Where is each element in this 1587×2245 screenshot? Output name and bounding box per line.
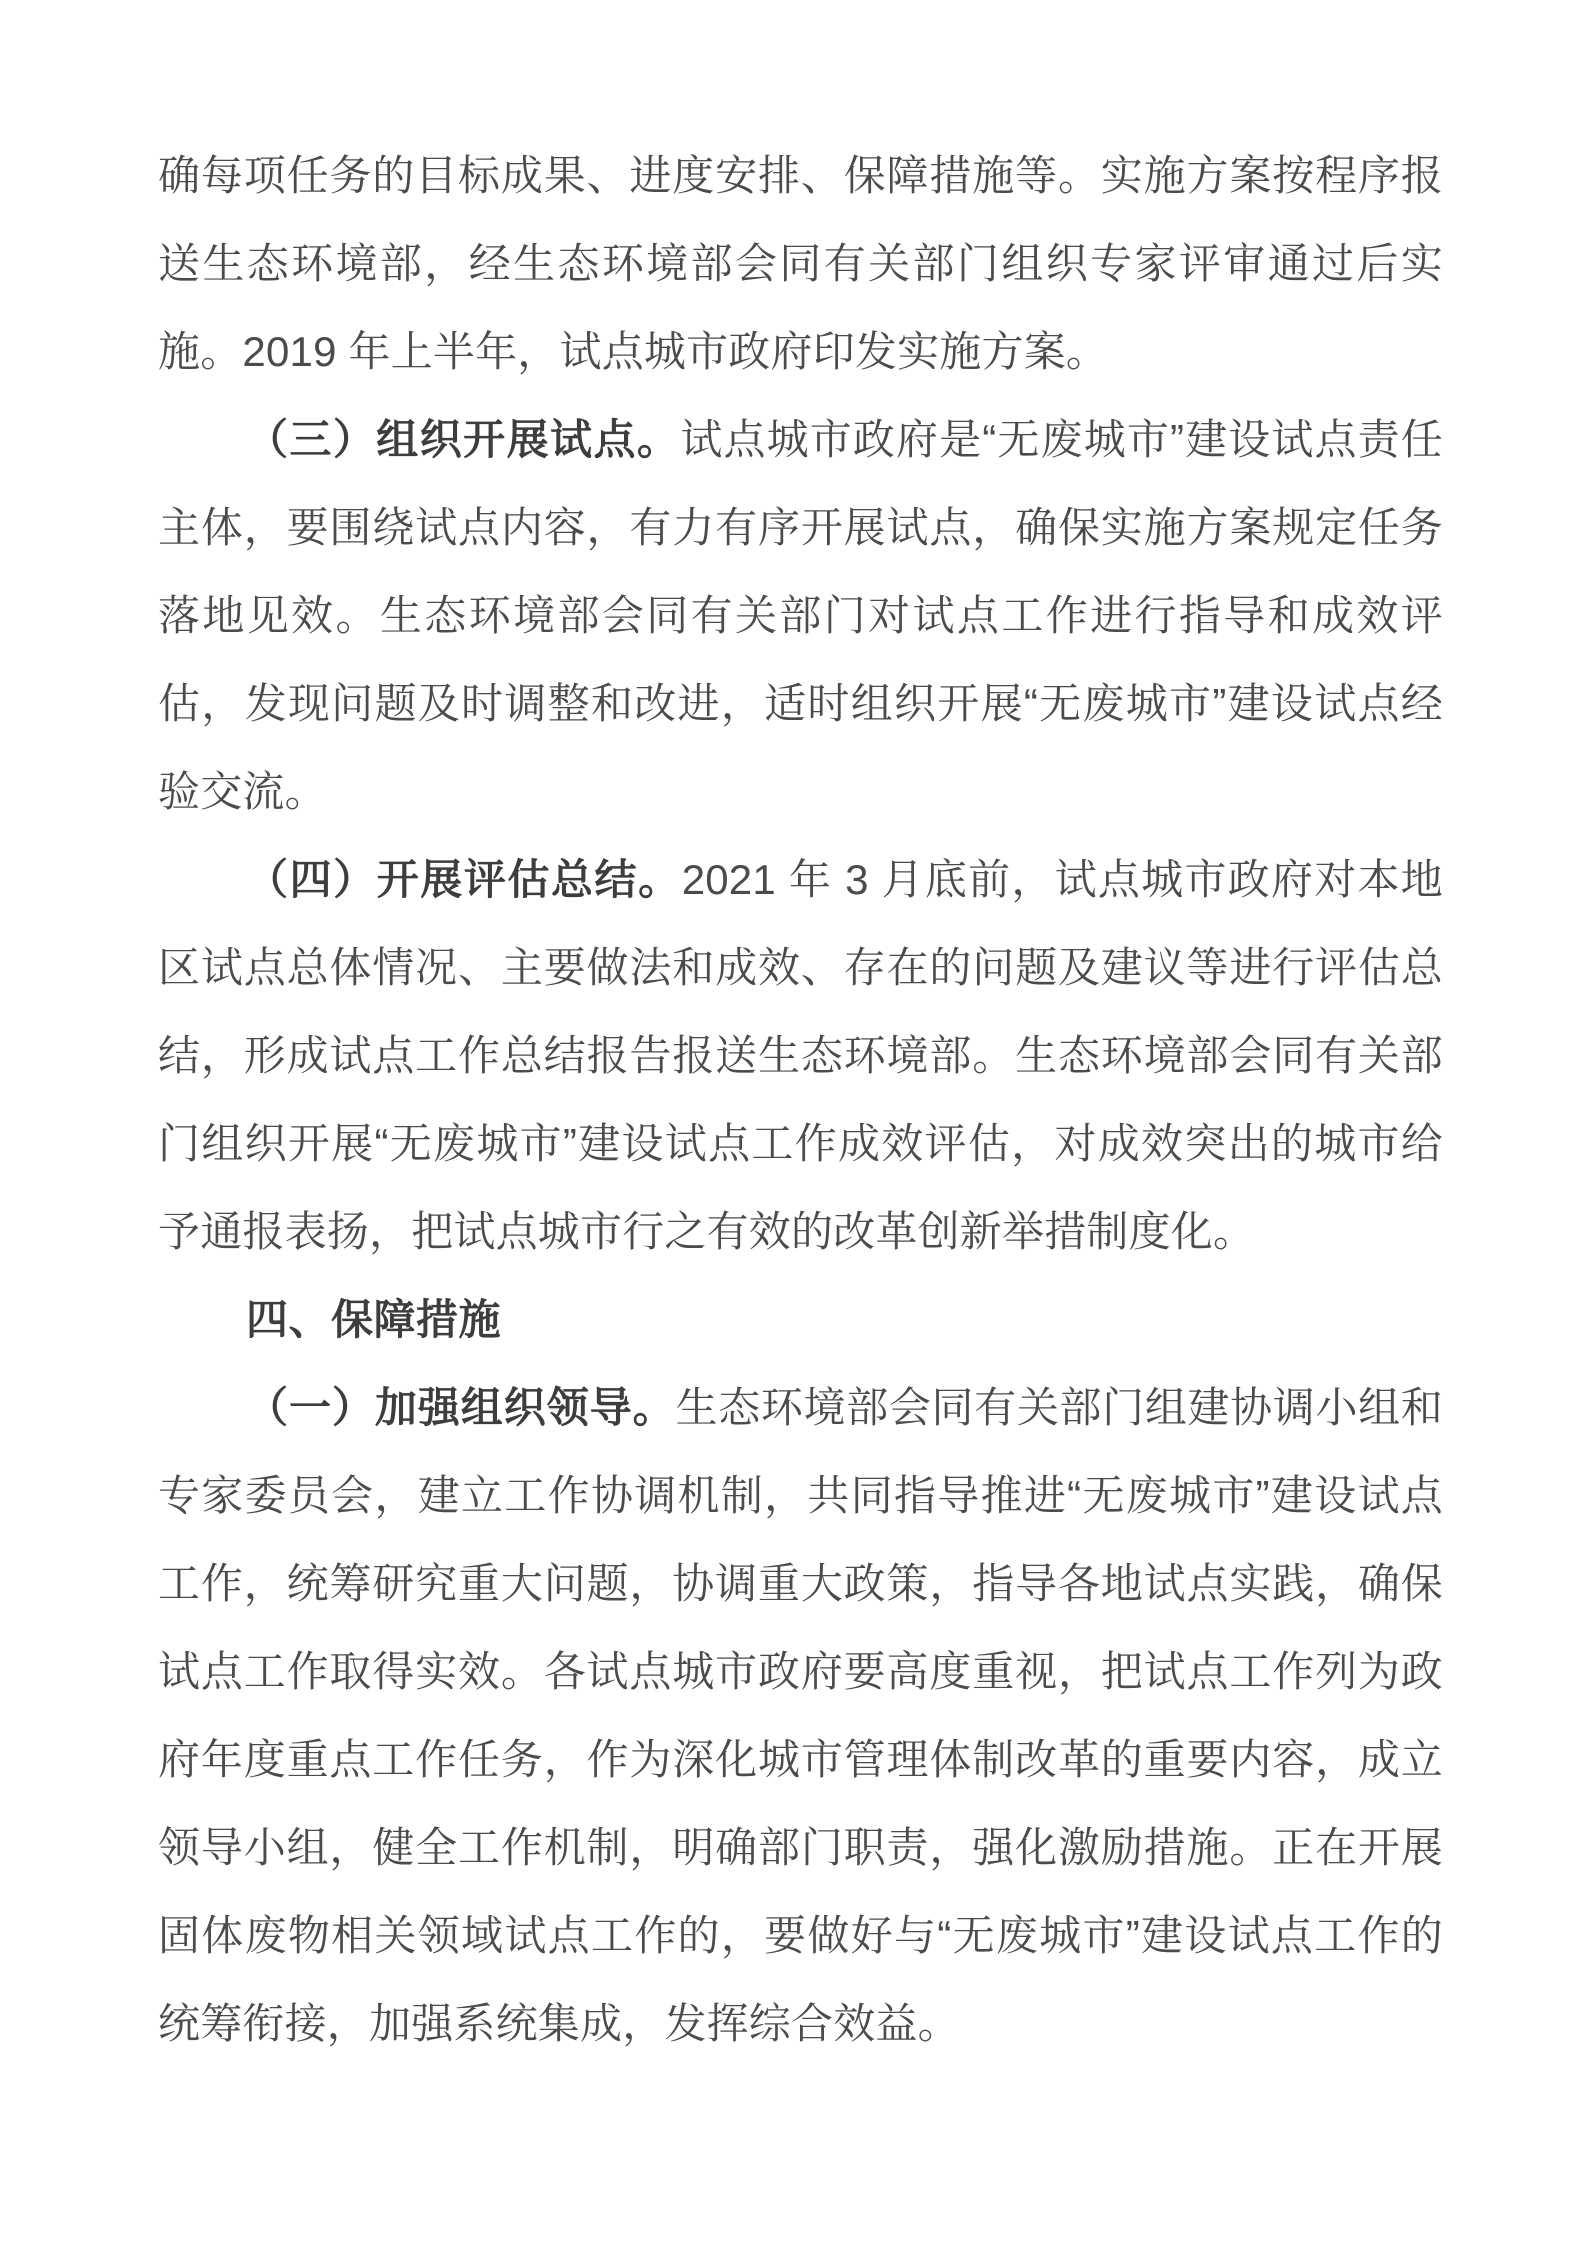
measure-one-body: 生态环境部会同有关部门组建协调小组和专家委员会，建立工作协调机制，共同指导推进“无废城市”建设试点工作，统筹研究重大问题，协调重大政策，指导各地试点实践，确保试点工作取得实效。各试点城市政府要高度重视，把试点工作列为政府年度重点工作任务，作为深化城市管理体制改革的重要内容，成立领导小组，健全工作机制，明确部门职责，强化激励措施。正在开展固体废物相关领域试点工作的，要做好与“无废城市”建设试点工作的统筹衔接，加强系统集成，发挥综合效益。 [158, 1384, 1443, 2047]
heading-safeguard-measures: 四、保障措施 [246, 1296, 502, 1343]
paragraph-section-three [158, 396, 1443, 836]
document-text-column [158, 132, 1443, 2068]
section-three-body: 试点城市政府是“无废城市”建设试点责任主体，要围绕试点内容，有力有序开展试点，确保实施方案规定任务落地见效。生态环境部会同有关部门对试点工作进行指导和成效评估，发现问题及时调整和改进，适时组织开展“无废城市”建设试点经验交流。 [158, 416, 1443, 815]
paragraph-measure-one [158, 1364, 1443, 2068]
measure-one-lead: （一）加强组织领导。 [246, 1384, 676, 1431]
paragraph-continued-implementation-plan: 确每项任务的目标成果、进度安排、保障措施等。实施方案按程序报送生态环境部，经生态环境部会同有关部门组织专家评审通过后实施。2019 年上半年，试点城市政府印发实施方案。 [158, 152, 1443, 375]
section-four-lead: （四）开展评估总结。 [246, 856, 682, 903]
section-four-body: 2021 年 3 月底前，试点城市政府对本地区试点总体情况、主要做法和成效、存在的问题及建议等进行评估总结，形成试点工作总结报告报送生态环境部。生态环境部会同有关部门组织开展“无废城市”建设试点工作成效评估，对成效突出的城市给予通报表扬，把试点城市行之有效的改革创新举措制度化。 [158, 856, 1443, 1255]
section-three-lead: （三）组织开展试点。 [246, 416, 681, 463]
paragraph-section-four [158, 836, 1443, 1276]
